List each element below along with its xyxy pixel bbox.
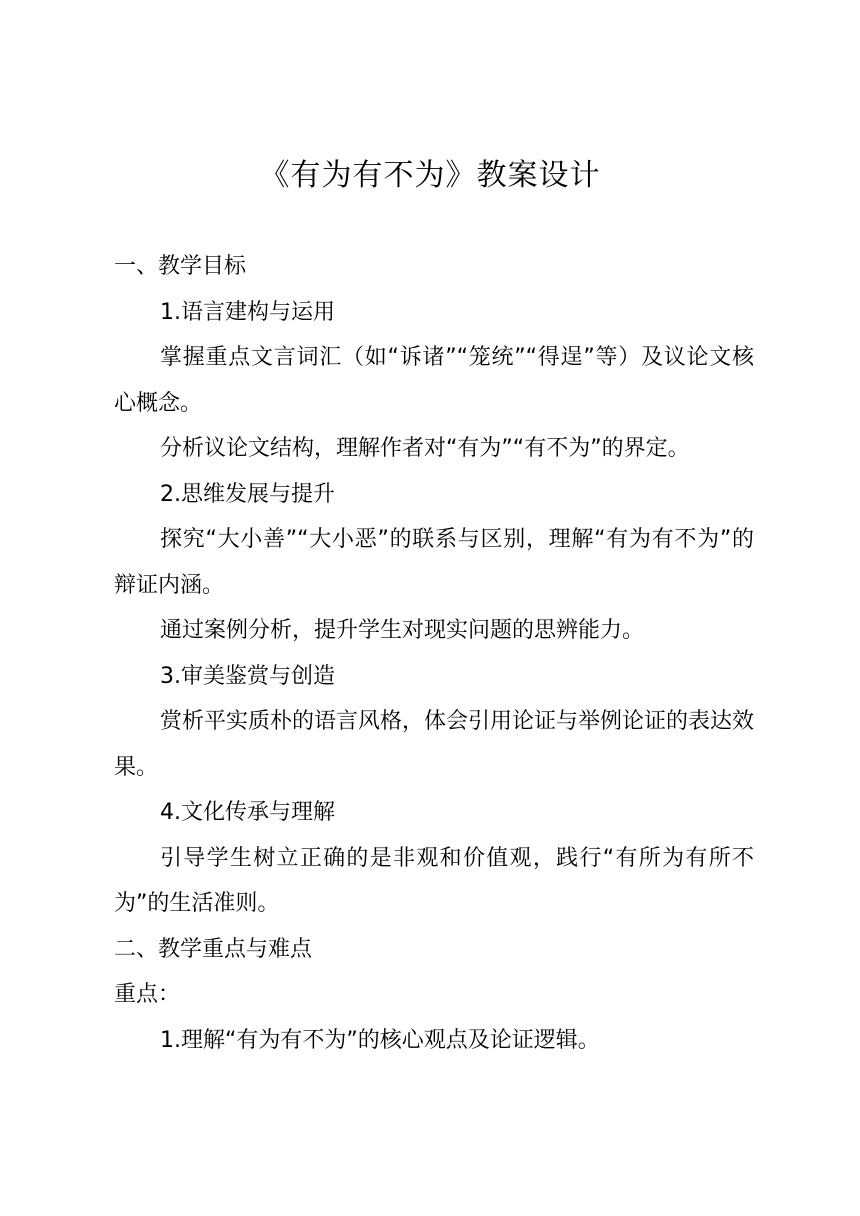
paragraph-language-style: 赏析平实质朴的语言风格，体会引用论证与举例论证的表达效果。 [114, 709, 755, 780]
section-heading-key-points: 二、教学重点与难点 [114, 936, 313, 962]
paragraph-values: 引导学生树立正确的是非观和价值观，践行“有所为有所不为”的生活准则。 [114, 845, 754, 916]
paragraph-case-analysis: 通过案例分析，提升学生对现实问题的思辨能力。 [160, 618, 645, 643]
document-title: 《有为有不为》教案设计 [259, 158, 601, 193]
paragraph-structure: 分析议论文结构，理解作者对“有为”“有不为”的界定。 [160, 436, 690, 461]
subheading-culture: 4.文化传承与理解 [160, 800, 335, 825]
key-points-label: 重点： [114, 982, 181, 1007]
subheading-language: 1.语言建构与运用 [160, 299, 335, 325]
subheading-aesthetics: 3.审美鉴赏与创造 [160, 663, 335, 689]
section-heading-objectives: 一、教学目标 [114, 254, 247, 279]
subheading-thinking: 2.思维发展与提升 [160, 481, 335, 507]
paragraph-dialectic: 探究“大小善”“大小恶”的联系与区别，理解“有为有不为”的辩证内涵。 [114, 527, 754, 598]
document-body [114, 244, 754, 1063]
key-point-item: 1.理解“有为有不为”的核心观点及论证逻辑。 [160, 1027, 600, 1053]
paragraph-vocabulary: 掌握重点文言词汇（如“诉诸”“笼统”“得逞”等）及议论文核心概念。 [114, 345, 754, 416]
